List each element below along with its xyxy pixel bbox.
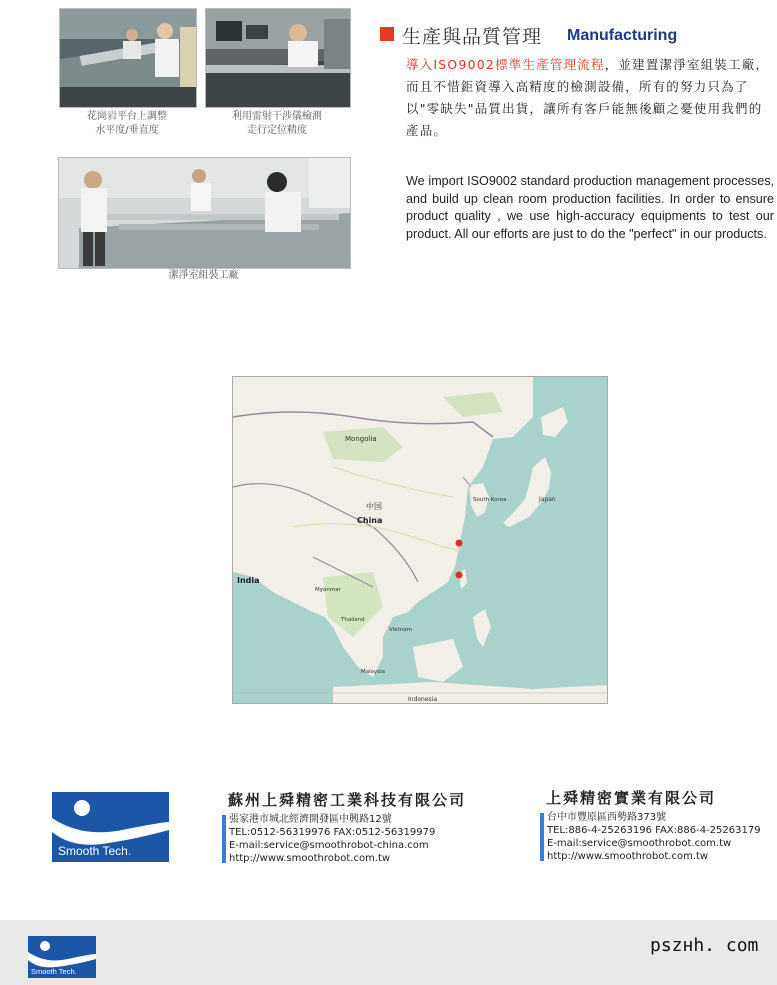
map-label-thailand: Thailand [341, 617, 365, 623]
logo-emblem [52, 792, 169, 862]
company1-name: 蘇州上舜精密工業科技有限公司 [228, 791, 467, 809]
map-label-indonesia: Indonesia [408, 696, 438, 703]
map-label-korea: South Korea [473, 497, 507, 503]
footer-watermark: pszнh. com [650, 935, 759, 956]
company2-email[interactable]: E-mail:service@smoothrobot.com.tw [547, 838, 732, 849]
map-label-malaysia: Malaysia [361, 669, 386, 675]
company2-tel: TEL:886-4-25263196 FAX:886-4-25263179 [547, 825, 761, 836]
photo-granite-platform [59, 8, 197, 108]
photo-granite-platform-illustration [60, 9, 196, 107]
logo-text: Smooth Tech. [58, 844, 132, 858]
paragraph-zh [406, 54, 774, 142]
photo-granite-platform-caption: 花崗岩平台上調整 水平度/垂直度 [87, 111, 167, 136]
company1-email[interactable]: E-mail:service@smoothrobot-china.com [229, 840, 429, 851]
company2-name: 上舜精密實業有限公司 [546, 789, 717, 807]
company-logo [52, 792, 169, 862]
photo-clean-room-caption: 潔淨室組裝工廠 [168, 270, 239, 281]
map-marker-suzhou [456, 540, 463, 547]
photo-laser-interferometer-caption: 利用雷射干涉儀檢測 走行定位精度 [232, 111, 322, 136]
company2-web[interactable]: http://www.smoothrobot.com.tw [547, 851, 709, 862]
company1-web[interactable]: http://www.smoothrobot.com.tw [229, 853, 391, 864]
paragraph-en: We import ISO9002 standard production management processes, and build up clean room production facilities. In order to ensure product quality , we use high-accuracy equipments to test our product. All our efforts are just to do the "perfect" in our products. [406, 174, 774, 241]
company2-address: 台中市豐原區西勢路373號 [547, 812, 667, 823]
footer-logo-emblem [28, 936, 96, 978]
map-label-mongolia: Mongolia [345, 435, 377, 443]
company1-tel: TEL:0512-56319976 FAX:0512-56319979 [229, 827, 436, 838]
map-label-china: China [357, 516, 383, 525]
photo-laser-interferometer-illustration [206, 9, 350, 107]
company2-info [547, 811, 761, 863]
map-graphic [233, 377, 607, 703]
photo-clean-room-illustration [59, 158, 350, 268]
company1-address: 張家港市城北經濟開發區中興路12號 [229, 814, 392, 825]
location-map [232, 376, 608, 704]
paragraph-zh-highlight: 導入ISO9002標準生產管理流程 [406, 57, 605, 72]
footer-logo [28, 936, 96, 978]
section-title-zh: 生產與品質管理 [402, 26, 543, 48]
photo-laser-interferometer [205, 8, 351, 108]
company1-divider [222, 815, 226, 863]
company1-info [229, 813, 435, 865]
map-label-vietnam: Vietnam [389, 627, 412, 633]
title-square-bullet [380, 27, 394, 41]
photo-clean-room [58, 157, 351, 269]
map-label-india: India [237, 576, 260, 585]
section-title-en: Manufacturing [567, 27, 678, 44]
footer-logo-text: Smooth Tech. [31, 967, 77, 976]
map-label-japan: Japan [539, 496, 556, 503]
paragraph-zh-body: ，並建置潔淨室組裝工廠，而且不惜鉅資導入高精度的檢測設備，所有的努力只為了以"零缺失"品質出貨，讓所有客戶能無後顧之憂使用我們的產品。 [406, 57, 770, 138]
map-marker-taichung [456, 572, 463, 579]
company2-divider [540, 813, 544, 861]
map-label-myanmar: Myanmar [315, 587, 341, 593]
map-label-china-zh: 中国 [366, 502, 382, 511]
